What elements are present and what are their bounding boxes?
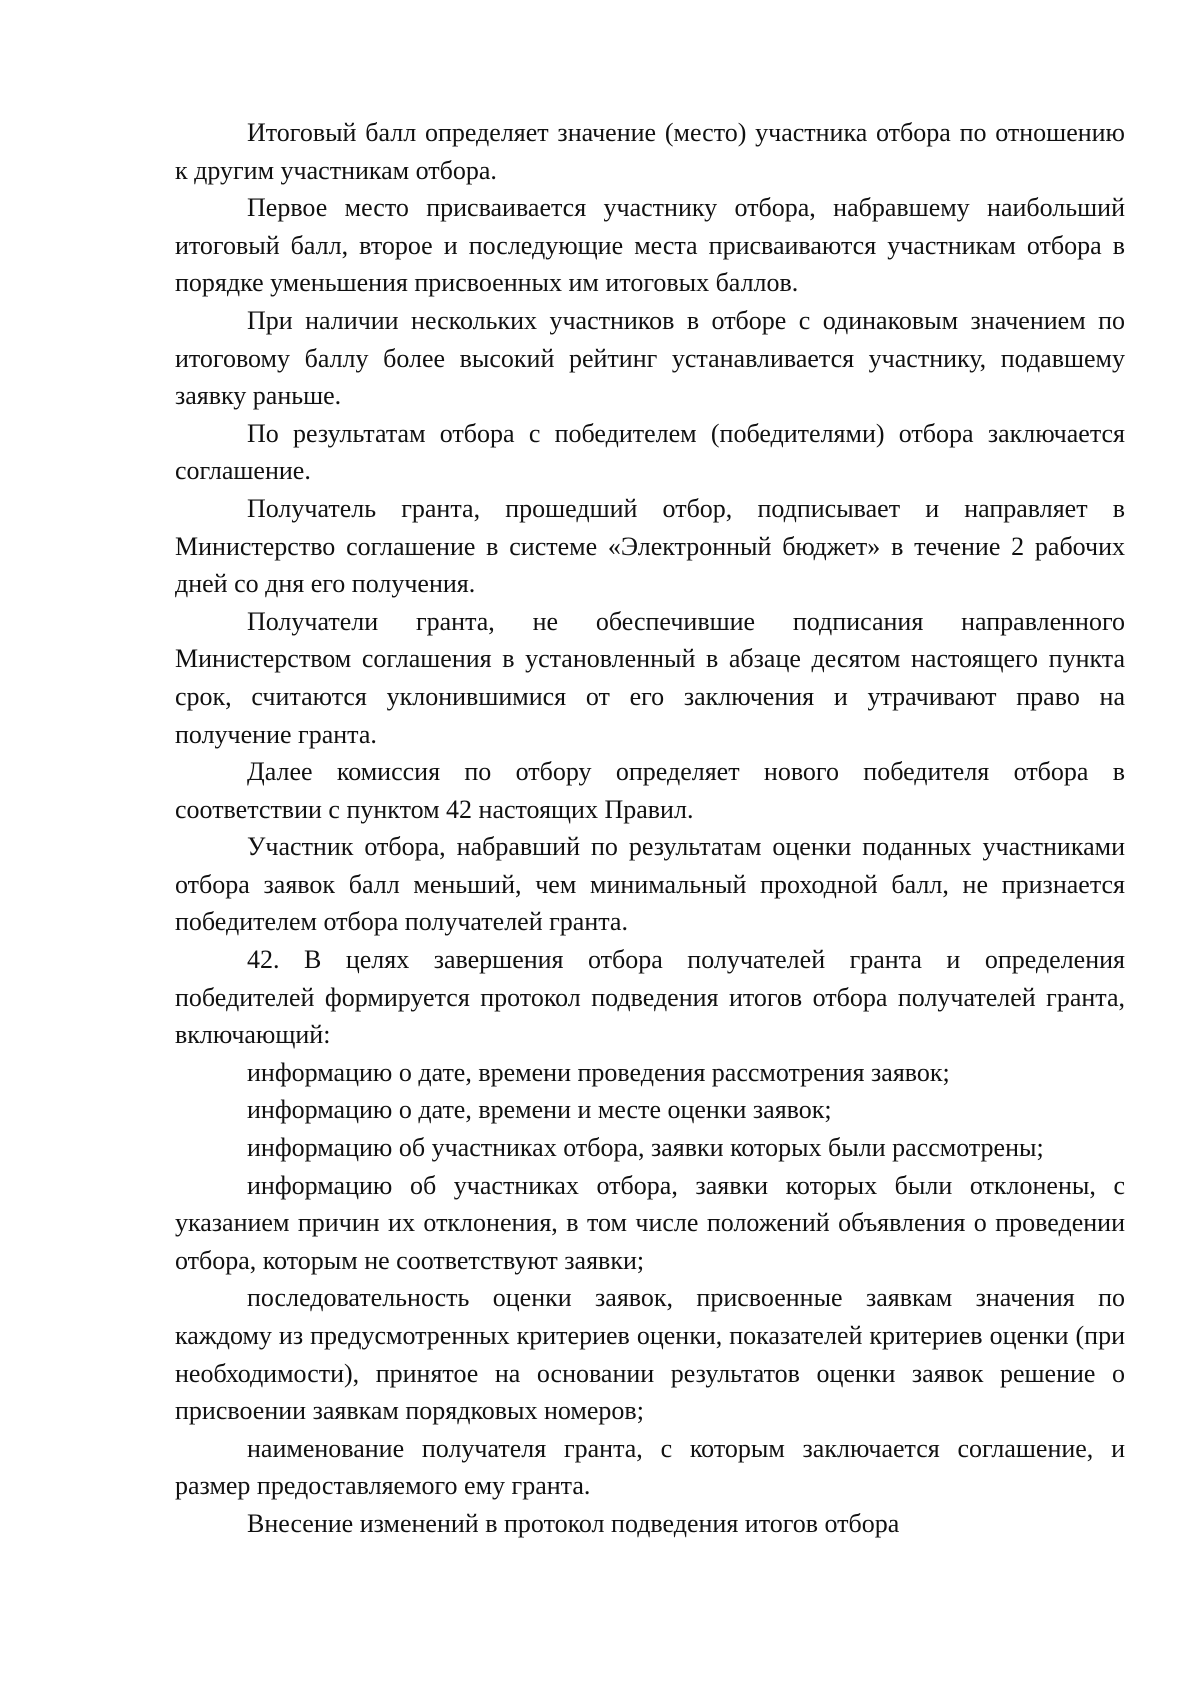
paragraph-agreement: По результатам отбора с победителем (победителями) отбора заключается соглашение.	[175, 418, 1125, 486]
paragraph-final-score: Итоговый балл определяет значение (место) участника отбора по отношению к другим участникам отбора.	[175, 118, 1125, 185]
paragraph-evaders: Получатели гранта, не обеспечившие подписания направленного Министерством соглашения в установленный в абзаце десятом настоящего пункта срок, считаются уклонившимися от его заключения и утрачивают право на получение гранта.	[175, 606, 1125, 749]
paragraph-list-rejected: информацию об участниках отбора, заявки которых были отклонены, с указанием причин их отклонения, в том числе положений объявления о проведении отбора, которым не соответствуют заявки;	[175, 1170, 1125, 1275]
paragraph-list-reviewed: информацию об участниках отбора, заявки которых были рассмотрены;	[247, 1133, 1044, 1163]
paragraph-changes: Внесение изменений в протокол подведения итогов отбора	[247, 1508, 900, 1538]
paragraph-first-place: Первое место присваивается участнику отбора, набравшему наибольший итоговый балл, второе и последующие места присваиваются участникам отбора в порядке уменьшения присвоенных им итоговых баллов.	[175, 193, 1125, 298]
paragraph-list-evaluation-date: информацию о дате, времени и месте оценки заявок;	[247, 1095, 832, 1125]
paragraph-list-review-date: информацию о дате, времени проведения рассмотрения заявок;	[247, 1057, 950, 1087]
paragraph-new-winner: Далее комиссия по отбору определяет нового победителя отбора в соответствии с пунктом 42 настоящих Правил.	[175, 757, 1125, 824]
paragraph-equal-score: При наличии нескольких участников в отборе с одинаковым значением по итоговому баллу более высокий рейтинг устанавливается участнику, подавшему заявку раньше.	[175, 305, 1125, 411]
paragraph-list-sequence: последовательность оценки заявок, присвоенные заявкам значения по каждому из предусмотренных критериев оценки, показателей критериев оценки (при необходимости), принятое на основании результатов оценки заявок решение о присвоении заявкам порядковых номеров;	[175, 1283, 1125, 1426]
paragraph-list-recipient: наименование получателя гранта, с которым заключается соглашение, и размер предоставляемого ему гранта.	[175, 1433, 1125, 1501]
paragraph-min-score: Участник отбора, набравший по результатам оценки поданных участниками отбора заявок балл меньший, чем минимальный проходной балл, не признается победителем отбора получателей гранта.	[175, 832, 1125, 937]
document-text-body	[175, 114, 1125, 1543]
paragraph-item-42: 42. В целях завершения отбора получателей гранта и определения победителей формируется протокол подведения итогов отбора получателей гранта, включающий:	[175, 945, 1125, 1050]
paragraph-signing: Получатель гранта, прошедший отбор, подписывает и направляет в Министерство соглашение в системе «Электронный бюджет» в течение 2 рабочих дней со дня его получения.	[175, 493, 1125, 599]
